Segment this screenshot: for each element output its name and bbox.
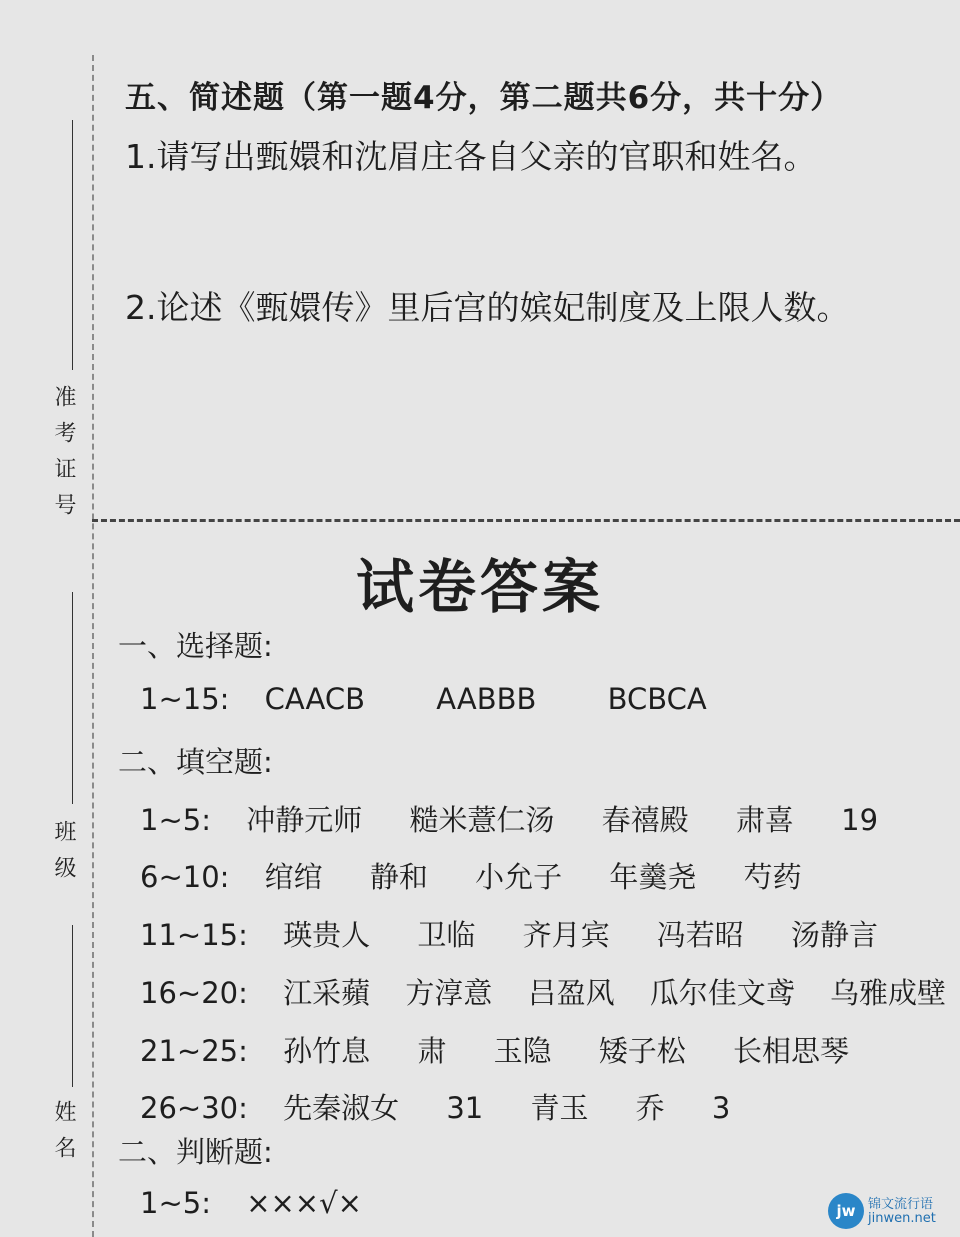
watermark-site-url: jinwen.net bbox=[868, 1211, 936, 1226]
fill-answer: 肃喜 bbox=[735, 803, 794, 837]
fill-answer: 玉隐 bbox=[493, 1034, 552, 1068]
choice-range: 1~15: bbox=[140, 682, 230, 716]
exam-id-label: 准考证号 bbox=[51, 385, 76, 529]
short-answer-section bbox=[125, 72, 945, 329]
answers-title: 试卷答案 bbox=[355, 553, 604, 621]
fill-range: 11~15: bbox=[140, 918, 248, 952]
fill-answer: 瓜尔佳文鸢 bbox=[649, 976, 795, 1010]
judge-answers-row bbox=[140, 1186, 362, 1220]
fill-answer: 年羹尧 bbox=[609, 860, 697, 894]
fill-row bbox=[140, 1086, 730, 1127]
section-divider bbox=[92, 519, 960, 522]
fill-answer: 春禧殿 bbox=[601, 803, 689, 837]
fill-answer: 齐月宾 bbox=[522, 918, 610, 952]
fill-answer: 孙竹息 bbox=[283, 1034, 371, 1068]
fill-heading: 二、填空题: bbox=[118, 745, 273, 779]
fill-answer: 青玉 bbox=[530, 1091, 589, 1125]
fill-range: 1~5: bbox=[140, 803, 211, 837]
fill-range: 26~30: bbox=[140, 1091, 248, 1125]
fill-answer: 小允子 bbox=[475, 860, 563, 894]
watermark-site-name: 锦文流行语 bbox=[868, 1197, 934, 1212]
exam-id-underline bbox=[72, 120, 73, 370]
fill-answer: 卫临 bbox=[417, 918, 476, 952]
judge-heading: 二、判断题: bbox=[118, 1135, 273, 1169]
name-label: 姓名 bbox=[51, 1100, 76, 1172]
watermark bbox=[828, 1191, 956, 1231]
fill-range: 6~10: bbox=[140, 860, 230, 894]
fill-answer: 矮子松 bbox=[598, 1034, 686, 1068]
fill-answer: 乌雅成壁 bbox=[830, 976, 947, 1010]
fill-answer: 汤静言 bbox=[791, 918, 879, 952]
question-2: 2.论述《甄嬛传》里后宫的嫔妃制度及上限人数。 bbox=[125, 288, 850, 327]
fill-answer: 19 bbox=[841, 803, 879, 837]
fill-answer: 方淳意 bbox=[405, 976, 493, 1010]
choice-group: BCBCA bbox=[607, 682, 707, 716]
fill-answer: 乔 bbox=[635, 1091, 665, 1125]
jw-logo-icon: jw bbox=[828, 1193, 864, 1229]
fill-answer: 瑛贵人 bbox=[283, 918, 371, 952]
fill-answer: 吕盈风 bbox=[527, 976, 615, 1010]
fill-answer: 3 bbox=[711, 1091, 731, 1125]
name-underline bbox=[72, 925, 73, 1087]
choice-answers-row bbox=[140, 682, 707, 716]
choice-heading: 一、选择题: bbox=[118, 629, 273, 663]
choice-group: CAACB bbox=[264, 682, 366, 716]
fill-row bbox=[140, 971, 946, 1012]
fill-answer: 冲静元师 bbox=[246, 803, 363, 837]
binding-dashed-line bbox=[92, 55, 94, 1237]
fill-range: 16~20: bbox=[140, 976, 248, 1010]
fill-answer: 31 bbox=[446, 1091, 484, 1125]
fill-range: 21~25: bbox=[140, 1034, 248, 1068]
fill-answer: 糙米薏仁汤 bbox=[409, 803, 555, 837]
fill-row bbox=[140, 913, 878, 954]
fill-answer: 江采蘋 bbox=[283, 976, 371, 1010]
fill-row bbox=[140, 798, 878, 839]
fill-answer: 芍药 bbox=[743, 860, 802, 894]
judge-range: 1~5: bbox=[140, 1186, 211, 1220]
fill-answer: 冯若昭 bbox=[656, 918, 744, 952]
fill-answer: 长相思琴 bbox=[733, 1034, 850, 1068]
judge-answers: ×××√× bbox=[246, 1186, 362, 1220]
choice-group: AABBB bbox=[436, 682, 537, 716]
section-title: 五、简述题（第一题4分，第二题共6分，共十分） bbox=[125, 80, 843, 116]
fill-answer: 静和 bbox=[369, 860, 428, 894]
fill-row bbox=[140, 855, 802, 896]
fill-answer: 绾绾 bbox=[264, 860, 323, 894]
fill-answer: 肃 bbox=[417, 1034, 447, 1068]
class-label: 班级 bbox=[51, 820, 76, 892]
fill-answer: 先秦淑女 bbox=[283, 1091, 400, 1125]
question-1: 1.请写出甄嬛和沈眉庄各自父亲的官职和姓名。 bbox=[125, 137, 817, 176]
fill-row bbox=[140, 1029, 849, 1070]
